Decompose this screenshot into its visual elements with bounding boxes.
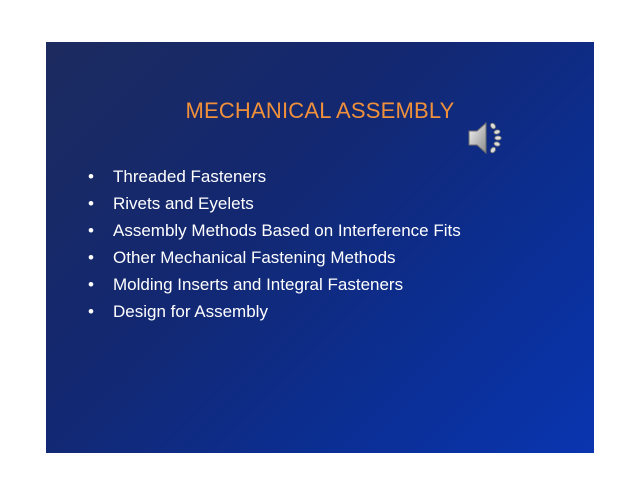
slide-title: MECHANICAL ASSEMBLY xyxy=(185,98,455,123)
list-item xyxy=(88,163,461,190)
bullet-icon: • xyxy=(88,275,94,294)
list-item xyxy=(88,298,461,325)
bullet-text: Assembly Methods Based on Interference Fits xyxy=(113,221,461,240)
list-item xyxy=(88,190,461,217)
bullet-icon: • xyxy=(88,302,94,321)
bullet-icon: • xyxy=(88,248,94,267)
list-item xyxy=(88,244,461,271)
bullet-icon: • xyxy=(88,167,94,186)
speaker-icon[interactable] xyxy=(466,118,510,158)
bullet-icon: • xyxy=(88,221,94,240)
bullet-text: Design for Assembly xyxy=(113,302,268,321)
bullet-text: Molding Inserts and Integral Fasteners xyxy=(113,275,404,294)
bullet-icon: • xyxy=(88,194,94,213)
bullet-text: Rivets and Eyelets xyxy=(113,194,254,213)
bullet-list xyxy=(88,163,461,325)
bullet-text: Other Mechanical Fastening Methods xyxy=(113,248,396,267)
list-item xyxy=(88,217,461,244)
list-item xyxy=(88,271,461,298)
slide xyxy=(46,42,594,453)
bullet-text: Threaded Fasteners xyxy=(113,167,267,186)
